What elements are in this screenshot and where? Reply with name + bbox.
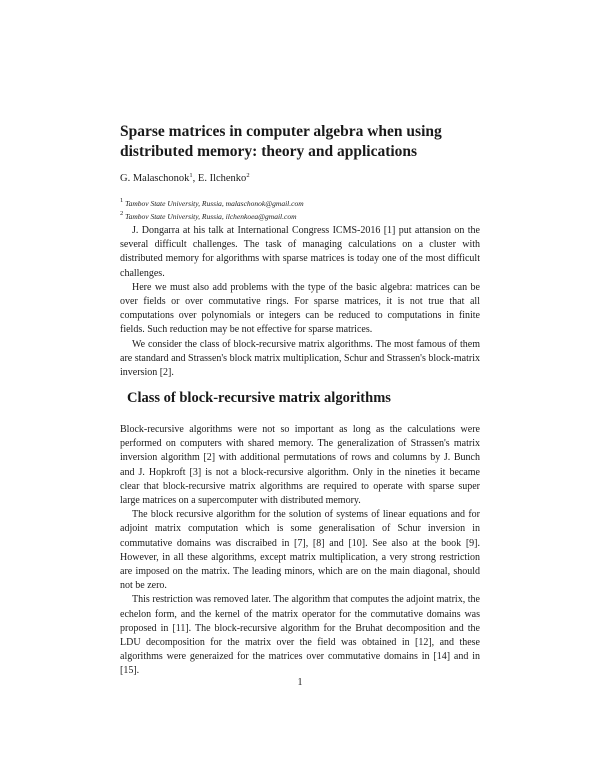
abstract-paragraph: We consider the class of block-recursive matrix algorithms. The most famous of them are standard and Strassen's block matrix multiplication, Schur and Strassen's block-matrix inversion [2]. (120, 338, 480, 379)
body-paragraph: This restriction was removed later. The algorithm that computes the adjoint matrix, the echelon form, and the kernel of the matrix operator for the commutative domains was proposed in [11]. The block-recursive algorithm for the Bruhat decomposition and the LDU decomposition for the matrix over the field was obtained in [12], and these algorithms were generaized for the matrices over commutative domains in [14] and in [15]. (120, 594, 480, 677)
body-paragraph: The block recursive algorithm for the solution of systems of linear equations and for adjoint matrix computation which is some generalisation of Schur inversion in commutative domains was discraibed in [7], [8] and [10]. See also at the book [9]. However, in all these algorithms, except matrix multiplication, a very strong restriction are imposed on the matrix. The leading minors, which are on the main diagonal, should not be zero. (120, 509, 480, 592)
abstract (120, 224, 480, 380)
affiliation-mark: 1 (120, 197, 124, 204)
authors-line (120, 172, 250, 184)
page-number: 1 (297, 677, 303, 688)
affiliation-text: Tambov State University, Russia, ilchenkoea@gmail.com (125, 212, 297, 221)
section-body (120, 423, 480, 679)
author-name: G. Malaschonok (120, 173, 190, 184)
paper-title: Sparse matrices in computer algebra when using distributed memory: theory and applications (120, 123, 442, 160)
author-mark: 2 (246, 172, 250, 179)
affiliation-line (120, 196, 304, 209)
abstract-paragraph: J. Dongarra at his talk at International Congress ICMS-2016 [1] put attansion on the several difficult challenges. The task of managing calculations on a cluster with distributed memory for algorithms with sparse matrices is today one of the most difficult challenges. (120, 225, 480, 279)
section-heading: Class of block-recursive matrix algorithms (127, 390, 391, 406)
affiliation-mark: 2 (120, 210, 124, 217)
affiliation-text: Tambov State University, Russia, malaschonok@gmail.com (125, 199, 304, 208)
abstract-paragraph: Here we must also add problems with the type of the basic algebra: matrices can be over fields or over commutative rings. For sparse matrices, it is not true that all computations over polynomials or integers can be reduced to computations in finite fields. Such reduction may be not effective for sparse matrices. (120, 281, 480, 336)
affiliation-line (120, 209, 304, 222)
author-mark: 1 (189, 172, 193, 179)
body-paragraph: Block-recursive algorithms were not so important as long as the calculations were performed on computers with shared memory. The generalization of Strassen's matrix inversion algorithm [2] with additional permutations of rows and columns by J. Bunch and J. Hopkroft [3] is not a block-recursive algorithm. Only in the nineties it became clear that block-recursive matrix algorithms are required to operate with sparse super large matrices on a supercomputer with distributed memory. (120, 424, 480, 507)
affiliations (120, 196, 304, 222)
author-separator: , (192, 173, 198, 184)
author-name: E. Ilchenko (197, 173, 247, 184)
